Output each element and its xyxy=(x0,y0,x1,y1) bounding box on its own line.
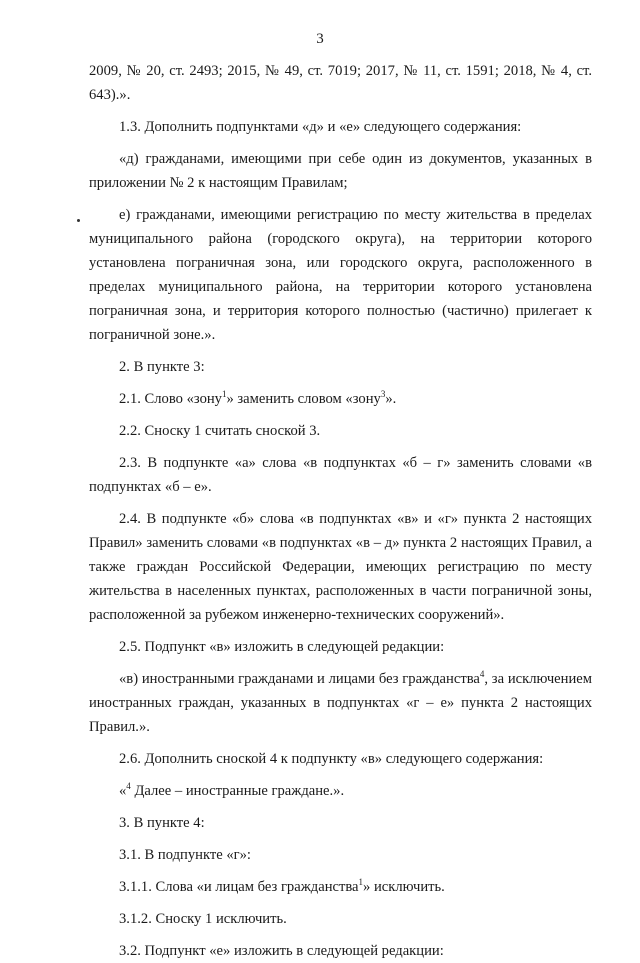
paragraph-1 xyxy=(89,59,592,107)
paragraph-9 xyxy=(89,507,592,627)
text-run: 1.3. Дополнить подпунктами «д» и «е» следующего содержания: xyxy=(119,119,522,135)
text-run: ». xyxy=(385,391,397,407)
paragraph-14 xyxy=(89,811,592,835)
text-run: «д) гражданами, имеющими при себе один из документов, указанных в приложении № 2 к настоящим Правилам; xyxy=(89,151,592,191)
margin-mark xyxy=(77,219,80,222)
paragraph-18 xyxy=(89,939,592,963)
text-run: 2.1. Слово «зону xyxy=(119,391,222,407)
text-run: 2.5. Подпункт «в» изложить в следующей редакции: xyxy=(119,639,445,655)
text-run: «в) иностранными гражданами и лицами без гражданства xyxy=(119,671,480,687)
text-run: 2.6. Дополнить сноской 4 к подпункту «в» следующего содержания: xyxy=(119,751,544,767)
paragraph-17 xyxy=(89,907,592,931)
page-number: 3 xyxy=(316,31,324,47)
paragraph-5 xyxy=(89,355,592,379)
text-run: 2009, № 20, ст. 2493; 2015, № 49, ст. 7019; 2017, № 11, ст. 1591; 2018, № 4, ст. 643).». xyxy=(89,63,592,103)
paragraph-3 xyxy=(89,147,592,195)
text-run: 2.2. Сноску 1 считать сноской 3. xyxy=(119,423,321,439)
text-run: 3.2. Подпункт «е» изложить в следующей редакции: xyxy=(119,943,444,959)
paragraph-11 xyxy=(89,667,592,739)
paragraph-15 xyxy=(89,843,592,867)
text-run: , за исключением иностранных граждан, указанных в подпунктах «г – е» пункта 2 настоящих Правил.». xyxy=(89,671,592,735)
paragraph-4 xyxy=(89,203,592,347)
text-run: « xyxy=(119,783,127,799)
text-run: » исключить. xyxy=(363,879,445,895)
text-run: 3. В пункте 4: xyxy=(119,815,205,831)
paragraph-13 xyxy=(89,779,592,803)
text-run: Далее – иностранные граждане.». xyxy=(130,783,345,799)
footnote-marker: 1 xyxy=(358,877,364,887)
footnote-marker: 3 xyxy=(380,389,386,399)
footnote-marker: 1 xyxy=(221,389,227,399)
text-run: 3.1.1. Слова «и лицам без гражданства xyxy=(119,879,359,895)
text-run: е) гражданами, имеющими регистрацию по месту жительства в пределах муниципального района (городского округа), на территории которого установлена пограничная зона, или городского округа, расположенного в пределах муниципального района, на территории которого установлена пограничная зона, и территория которого полностью (частично) прилегает к пограничной зоне.». xyxy=(89,207,592,343)
footnote-marker: 4 xyxy=(479,669,485,679)
paragraph-12 xyxy=(89,747,592,771)
paragraph-7 xyxy=(89,419,592,443)
paragraph-2 xyxy=(89,115,592,139)
text-run: » заменить словом «зону xyxy=(226,391,381,407)
text-run: 2. В пункте 3: xyxy=(119,359,205,375)
text-run: 2.3. В подпункте «а» слова «в подпунктах «б – г» заменить словами «в подпунктах «б – е». xyxy=(89,455,592,495)
text-run: 3.1. В подпункте «г»: xyxy=(119,847,251,863)
text-run: 3.1.2. Сноску 1 исключить. xyxy=(119,911,287,927)
paragraph-16 xyxy=(89,875,592,899)
paragraph-6 xyxy=(89,387,592,411)
document-body xyxy=(89,59,592,963)
footnote-marker: 4 xyxy=(126,781,131,791)
text-run: 2.4. В подпункте «б» слова «в подпунктах «в» и «г» пункта 2 настоящих Правил» заменить словами «в подпунктах «в – д» пункта 2 настоящих Правил, а также граждан Российской Федерации, имеющих регистрацию по месту жительства в населенных пунктах, расположенных в части пограничной зоны, расположенной за рубежом инженерно-технических сооружений». xyxy=(89,511,592,623)
paragraph-10 xyxy=(89,635,592,659)
paragraph-8 xyxy=(89,451,592,499)
